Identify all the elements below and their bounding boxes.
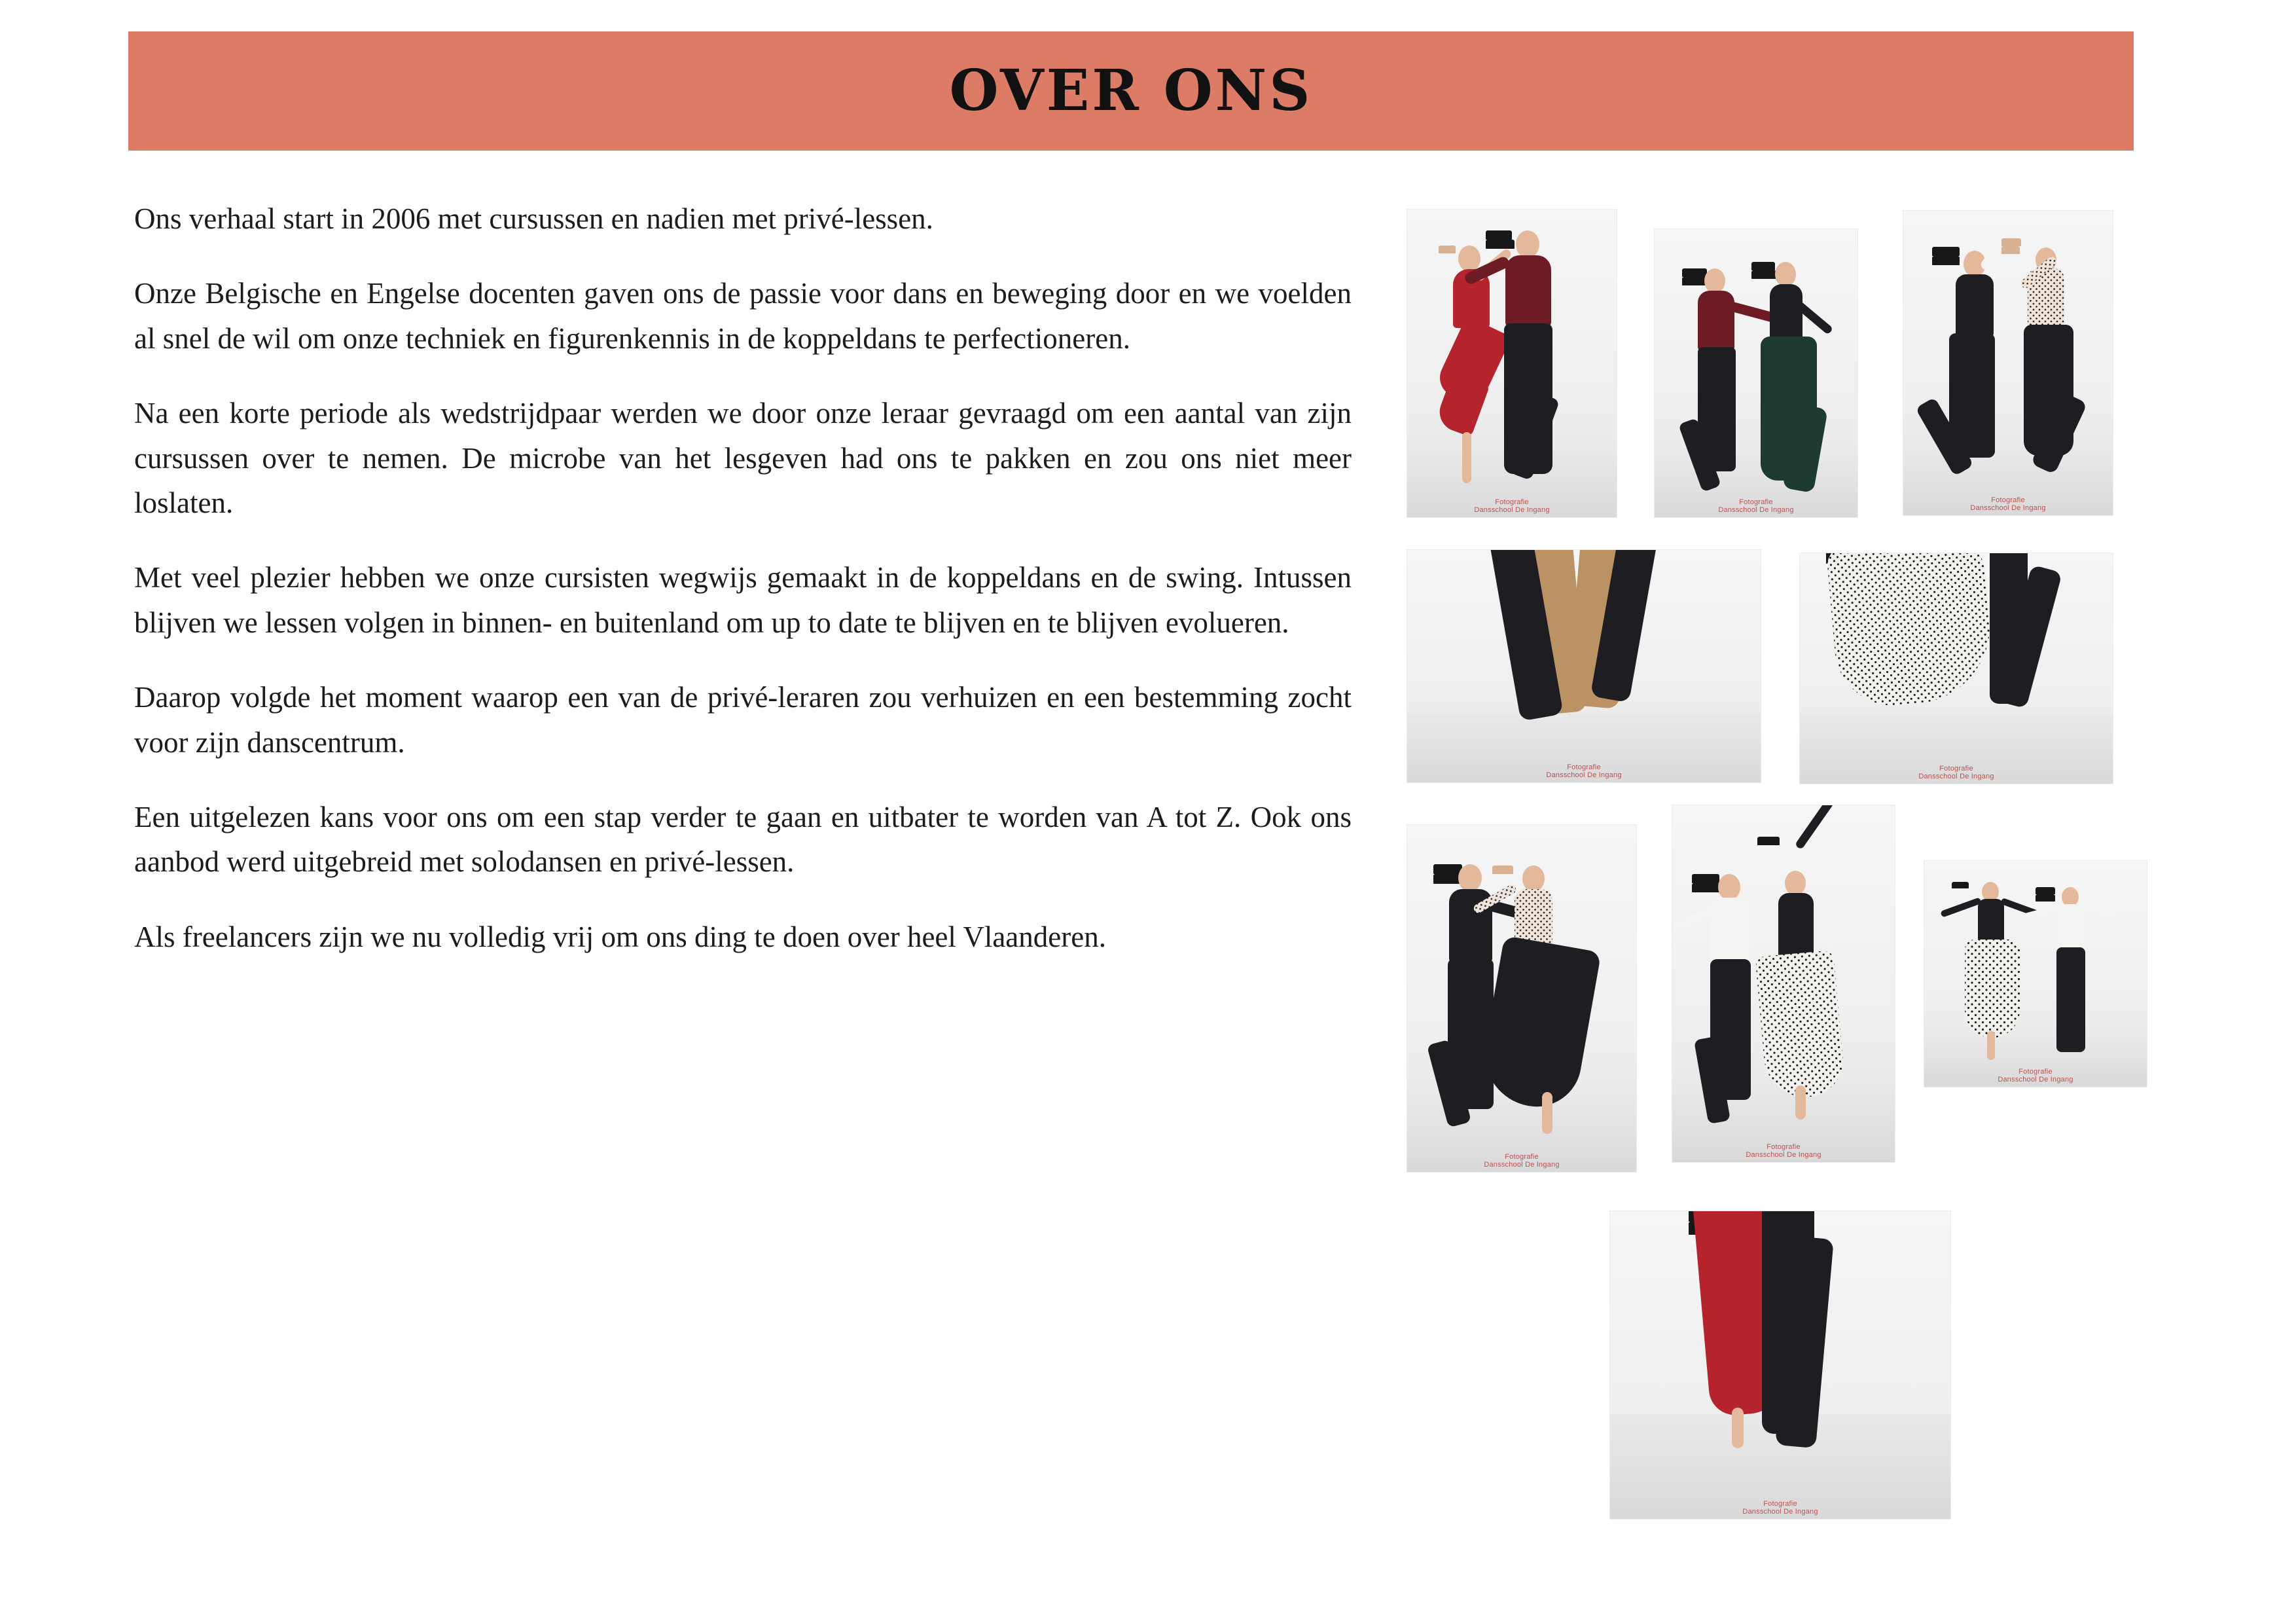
credit-line-2: Dansschool De Ingang: [1546, 771, 1622, 780]
shoe-left: [1433, 864, 1462, 874]
torso: [1505, 255, 1551, 327]
shoe: [1952, 882, 1969, 888]
leg: [1795, 1085, 1806, 1120]
dancer-gentleman-arms-open: [2036, 887, 2134, 1084]
about-text-column: [134, 196, 1352, 959]
leg: [1732, 1408, 1744, 1448]
credit-line-1: Fotografie: [1767, 1142, 1801, 1151]
shoe-left: [1932, 247, 1960, 256]
skirt-detail: [1826, 553, 2088, 769]
head: [1522, 866, 1545, 892]
gallery-photo-5: [1800, 553, 2113, 784]
page-title: OVER ONS: [949, 58, 1313, 124]
photo-credit: [1672, 1143, 1895, 1159]
credit-line-1: Fotografie: [1567, 763, 1601, 771]
credit-line-1: Fotografie: [1495, 498, 1529, 506]
credit-line-2: Dansschool De Ingang: [1998, 1076, 2073, 1084]
red-dress-and-trousers-detail: [1689, 1211, 1885, 1499]
shoe-right: [1682, 277, 1707, 285]
legs-detail-tan-trousers: [1505, 550, 1669, 773]
credit-line-2: Dansschool De Ingang: [1484, 1161, 1560, 1169]
shoe-right: [1932, 256, 1960, 265]
shoe-left: [2036, 887, 2055, 894]
bodice: [1978, 899, 2004, 942]
shoe-left: [1486, 230, 1512, 240]
credit-line-2: Dansschool De Ingang: [1918, 773, 1994, 781]
paragraph-5: Daarop volgde het moment waarop een van de privé-leraren zou verhuizen en een bestemming zocht voor zijn danscentrum.: [134, 681, 1352, 759]
shoe: [1439, 246, 1456, 253]
dancer-lady-ballroom: [1492, 866, 1623, 1160]
shoe-right: [2001, 246, 2020, 254]
dancer-lady-lace: [2001, 238, 2100, 507]
skirt: [1476, 936, 1601, 1114]
photo-credit: [1924, 1068, 2147, 1084]
credit-line-1: Fotografie: [1505, 1152, 1539, 1161]
shoe-right: [1486, 240, 1515, 249]
shoe-left: [2001, 238, 2021, 246]
photo-gallery: [1407, 196, 2179, 1584]
paragraph-4: Met veel plezier hebben we onze cursisten wegwijs gemaakt in de koppeldans en de swing. Intussen blijven we lessen volgen in binnen- en buitenland om up to date te blijven en te blijven evolueren.: [134, 561, 1352, 639]
dancer-lady-green: [1751, 262, 1843, 517]
dancer-gentleman-black: [1486, 230, 1584, 512]
head: [1785, 871, 1806, 896]
shoe-right: [2036, 894, 2055, 902]
leg: [1462, 432, 1471, 483]
gallery-photo-8: [1924, 861, 2147, 1087]
credit-line-2: Dansschool De Ingang: [1718, 506, 1794, 515]
photo-credit: [1800, 765, 2113, 781]
torso: [1770, 284, 1803, 340]
credit-line-2: Dansschool De Ingang: [1474, 506, 1550, 515]
paragraph-7: Als freelancers zijn we nu volledig vrij om ons ding te doen over heel Vlaanderen.: [134, 920, 1106, 953]
photo-credit: [1903, 496, 2113, 513]
gallery-photo-2: [1655, 229, 1857, 517]
polka-dot-skirt: [1826, 553, 1997, 710]
waistcoat: [1956, 274, 1994, 337]
credit-line-2: Dansschool De Ingang: [1970, 504, 2046, 513]
credit-line-1: Fotografie: [1939, 764, 1973, 773]
paragraph-1: Ons verhaal start in 2006 met cursussen en nadien met privé-lessen.: [134, 202, 933, 235]
shoe-left: [1751, 262, 1775, 270]
photo-credit: [1407, 1153, 1636, 1169]
credit-line-1: Fotografie: [1763, 1499, 1797, 1508]
head: [1718, 874, 1740, 900]
torso: [1698, 291, 1734, 351]
polka-dot-skirt: [1965, 939, 2020, 1038]
page-header-banner: [128, 31, 2134, 151]
gallery-photo-6: [1407, 825, 1636, 1172]
head: [1516, 230, 1539, 258]
head: [1704, 268, 1725, 293]
credit-line-2: Dansschool De Ingang: [1746, 1151, 1821, 1159]
photo-credit: [1610, 1500, 1950, 1516]
shoe-left: [1682, 268, 1707, 277]
leg: [1987, 1031, 1995, 1060]
gallery-photo-9: [1610, 1211, 1950, 1519]
head: [1775, 262, 1796, 287]
shoe: [1757, 837, 1780, 845]
photo-credit: [1407, 763, 1761, 780]
shoe: [1492, 866, 1513, 874]
trousers: [2056, 947, 2085, 1052]
credit-line-1: Fotografie: [1739, 498, 1773, 506]
shoe-right: [1751, 270, 1776, 279]
shoe-left: [1692, 874, 1719, 883]
credit-line-1: Fotografie: [1991, 496, 2025, 504]
shoe-right: [1692, 883, 1719, 892]
bodice: [1778, 893, 1814, 958]
credit-line-2: Dansschool De Ingang: [1742, 1508, 1818, 1516]
shirt: [2056, 904, 2084, 950]
paragraph-2: Onze Belgische en Engelse docenten gaven ons de passie voor dans en beweging door en we voelden al snel de wil om onze techniek en figurenkennis in de koppeldans te perfectioneren.: [134, 277, 1352, 355]
photo-credit: [1655, 498, 1857, 515]
gallery-photo-3: [1903, 211, 2113, 515]
gallery-photo-1: [1407, 210, 1617, 517]
polka-dot-skirt: [1755, 950, 1846, 1101]
gallery-photo-7: [1672, 805, 1895, 1162]
credit-line-1: Fotografie: [2018, 1067, 2053, 1076]
arm-right: [2079, 905, 2118, 919]
leg: [1542, 1092, 1552, 1134]
paragraph-6: Een uitgelezen kans voor ons om een stap verder te gaan en uitbater te worden van A tot Z. Ook ons aanbod werd uitgebreid met solodansen en privé-lessen.: [134, 800, 1352, 879]
paragraph-3: Na een korte periode als wedstrijdpaar werden we door onze leraar gevraagd om een aantal van zijn cursussen over te nemen. De microbe van het lesgeven had ons te pakken en zou ons niet meer loslaten.: [134, 397, 1352, 519]
photo-credit: [1407, 498, 1617, 515]
head: [1458, 864, 1482, 892]
dancer-lady-dot-skirt: [1757, 837, 1888, 1162]
gallery-photo-4: [1407, 550, 1761, 782]
